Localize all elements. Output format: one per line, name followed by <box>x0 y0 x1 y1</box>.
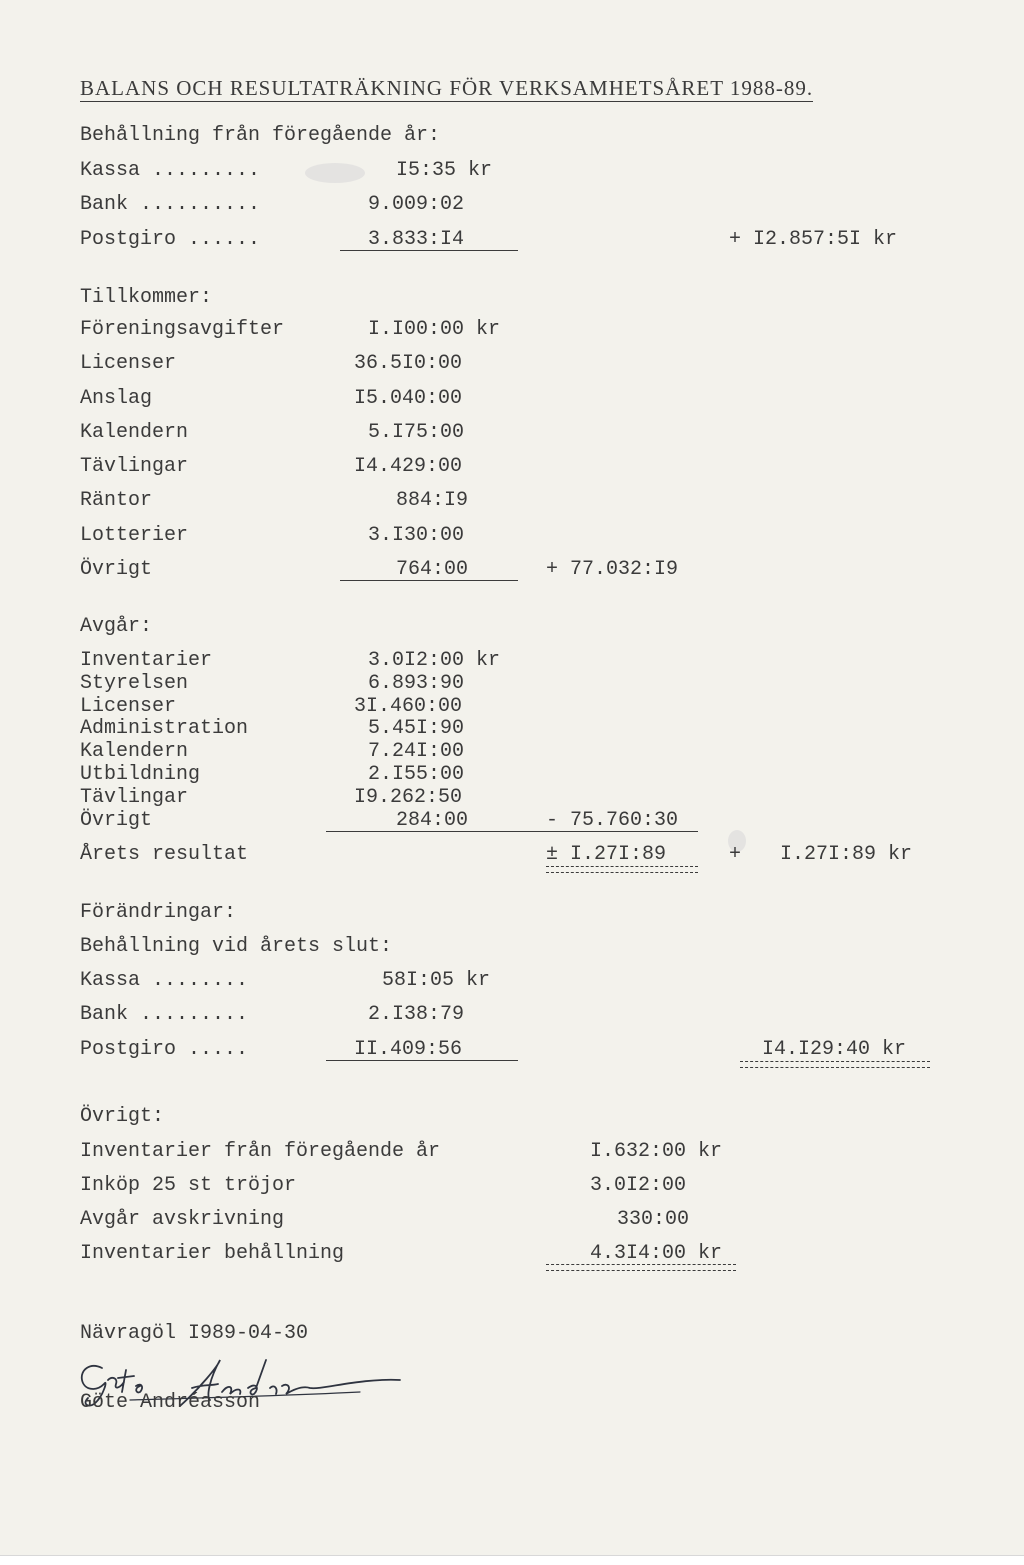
expense-amount: 3.0I2:00 kr <box>368 649 501 672</box>
opening-label-kassa: Kassa ......... <box>80 159 261 182</box>
expense-amount: 284:00 <box>396 809 469 832</box>
expense-amount: 6.893:90 <box>368 672 465 695</box>
closing-sum-rule <box>326 1060 518 1061</box>
opening-amount-postgiro: 3.833:I4 <box>368 228 465 251</box>
expense-label: Utbildning <box>80 763 201 786</box>
income-label: Övrigt <box>80 558 153 581</box>
inventory-double-underline <box>546 1264 736 1271</box>
inventory-amount: I.632:00 kr <box>590 1140 723 1163</box>
income-amount: I5.040:00 <box>354 387 463 410</box>
inventory-amount: 3.0I2:00 <box>590 1174 687 1197</box>
result-amount: ± I.27I:89 <box>546 843 667 866</box>
expense-amount: 5.45I:90 <box>368 717 465 740</box>
expense-label: Licenser <box>80 695 177 718</box>
opening-heading: Behållning från föregående år: <box>80 124 441 147</box>
changes-heading: Förändringar: <box>80 901 237 924</box>
inventory-label: Inköp 25 st tröjor <box>80 1174 297 1197</box>
income-label: Lotterier <box>80 524 189 547</box>
income-amount: 3.I30:00 <box>368 524 465 547</box>
inventory-label: Inventarier behållning <box>80 1242 345 1265</box>
signatory-name: Göte Andréasson <box>80 1391 261 1414</box>
opening-amount-kassa: I5:35 kr <box>396 159 493 182</box>
inventory-amount: 330:00 <box>617 1208 690 1231</box>
income-sum-rule <box>340 580 518 581</box>
income-label: Föreningsavgifter <box>80 318 285 341</box>
expense-amount: 7.24I:00 <box>368 740 465 763</box>
income-total: + 77.032:I9 <box>546 558 679 581</box>
opening-label-bank: Bank .......... <box>80 193 261 216</box>
income-label: Tävlingar <box>80 455 189 478</box>
smudge-mark <box>305 163 365 183</box>
income-amount: 36.5I0:00 <box>354 352 463 375</box>
changes-subheading: Behållning vid årets slut: <box>80 935 393 958</box>
closing-amount-bank: 2.I38:79 <box>368 1003 465 1026</box>
opening-sum-rule <box>340 250 518 251</box>
income-amount: I4.429:00 <box>354 455 463 478</box>
closing-label-bank: Bank ......... <box>80 1003 249 1026</box>
income-amount: 884:I9 <box>396 489 469 512</box>
closing-label-kassa: Kassa ........ <box>80 969 249 992</box>
expense-amount: I9.262:50 <box>354 786 463 809</box>
place-date: Nävragöl I989-04-30 <box>80 1322 309 1345</box>
opening-amount-bank: 9.009:02 <box>368 193 465 216</box>
inventory-label: Inventarier från föregående år <box>80 1140 441 1163</box>
expenses-total: - 75.760:30 <box>546 809 679 832</box>
income-label: Kalendern <box>80 421 189 444</box>
expense-label: Inventarier <box>80 649 213 672</box>
income-amount: 764:00 <box>396 558 469 581</box>
expense-amount: 2.I55:00 <box>368 763 465 786</box>
result-label: Årets resultat <box>80 843 249 866</box>
result-plus: + <box>729 843 742 866</box>
closing-amount-postgiro: II.409:56 <box>354 1038 463 1061</box>
result-total: I.27I:89 kr <box>780 843 913 866</box>
income-label: Räntor <box>80 489 153 512</box>
closing-double-underline <box>740 1061 930 1068</box>
inventory-label: Avgår avskrivning <box>80 1208 285 1231</box>
opening-total: + I2.857:5I kr <box>729 228 898 251</box>
closing-amount-kassa: 58I:05 kr <box>382 969 491 992</box>
expense-label: Tävlingar <box>80 786 189 809</box>
income-amount: I.I00:00 kr <box>368 318 501 341</box>
document-title: BALANS OCH RESULTATRÄKNING FÖR VERKSAMHETSÅRET 1988-89. <box>80 76 814 100</box>
income-amount: 5.I75:00 <box>368 421 465 444</box>
income-label: Anslag <box>80 387 153 410</box>
income-heading: Tillkommer: <box>80 286 213 309</box>
result-double-underline <box>546 866 698 873</box>
closing-label-postgiro: Postgiro ..... <box>80 1038 249 1061</box>
expense-label: Övrigt <box>80 809 153 832</box>
expense-label: Kalendern <box>80 740 189 763</box>
expense-label: Styrelsen <box>80 672 189 695</box>
inventory-total: 4.3I4:00 kr <box>590 1242 723 1265</box>
closing-total: I4.I29:40 kr <box>762 1038 907 1061</box>
other-heading: Övrigt: <box>80 1105 165 1128</box>
expense-amount: 3I.460:00 <box>354 695 463 718</box>
opening-label-postgiro: Postgiro ...... <box>80 228 261 251</box>
expense-label: Administration <box>80 717 249 740</box>
expenses-heading: Avgår: <box>80 615 153 638</box>
income-label: Licenser <box>80 352 177 375</box>
